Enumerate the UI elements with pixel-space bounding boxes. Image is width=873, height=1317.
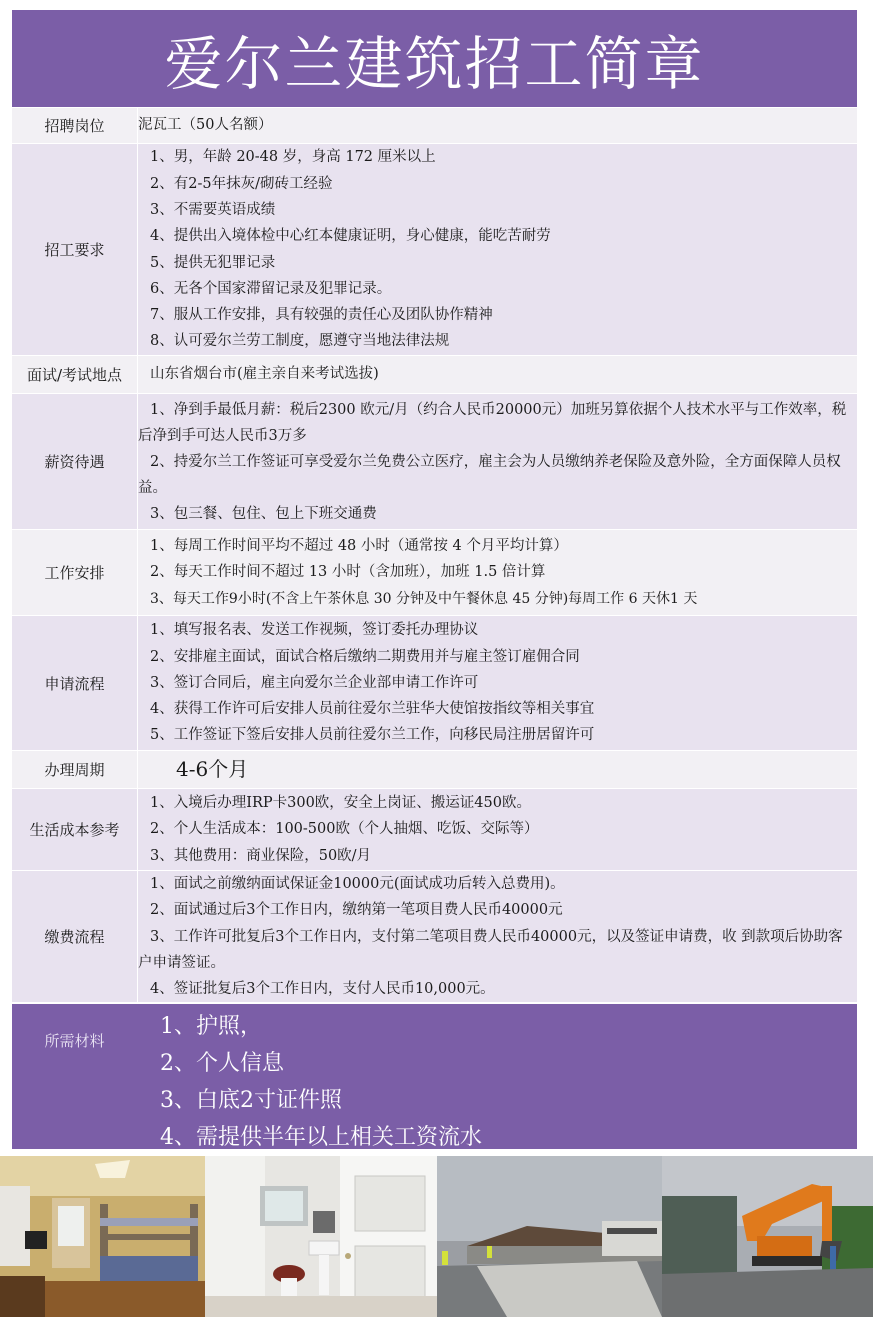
row-line: 3、工作许可批复后3个工作日内，支付第二笔项目费人民币40000元，以及签证申请费，收 到款项后协助客户申请签证。 [138, 928, 843, 971]
row-value [138, 108, 858, 144]
row-label: 面试/考试地点 [12, 356, 138, 394]
row-label: 工作安排 [12, 530, 138, 616]
row-line: 1、面试之前缴纳面试保证金10000元(面试成功后转入总费用)。 [150, 876, 565, 892]
row-line: 2、有2-5年抹灰/砌砖工经验 [150, 175, 333, 192]
list-item: 1、护照， [160, 1013, 262, 1039]
materials-label: 所需材料 [44, 1031, 105, 1050]
row-line: 3、包三餐、包住、包上下班交通费 [150, 505, 377, 522]
row-schedule [12, 530, 857, 616]
list-item: 2、个人信息 [160, 1050, 284, 1076]
list-item: 4、需提供半年以上相关工资流水 [160, 1124, 482, 1150]
materials-list [160, 1008, 482, 1156]
row-period [12, 751, 857, 789]
row-line: 泥瓦工（50人名额） [138, 117, 273, 134]
row-line: 5、工作签证下签后安排人员前往爱尔兰工作，向移民局注册居留许可 [150, 727, 595, 744]
row-line: 5、提供无犯罪记录 [150, 254, 276, 271]
row-label: 生活成本参考 [12, 789, 138, 871]
row-value [138, 751, 858, 789]
row-line: 1、填写报名表、发送工作视频，签订委托办理协议 [150, 622, 479, 639]
excavator-photo [662, 1156, 873, 1317]
bedroom-photo [0, 1156, 205, 1317]
row-label: 招聘岗位 [12, 108, 138, 144]
row-line: 1、男，年龄 20-48 岁，身高 172 厘米以上 [150, 149, 436, 166]
row-payment [12, 871, 857, 1003]
row-line: 2、每天工作时间不超过 13 小时（含加班），加班 1.5 倍计算 [150, 564, 546, 581]
row-line: 8、认可爱尔兰劳工制度，愿遵守当地法律法规 [150, 333, 450, 350]
row-line: 2、持爱尔兰工作签证可享受爱尔兰免费公立医疗，雇主会为人员缴纳养老保险及意外险，全方面保障人员权益。 [138, 453, 841, 496]
poster-title: 爱尔兰建筑招工简章 [12, 10, 857, 107]
row-line: 山东省烟台市(雇主亲自来考试选拔) [150, 366, 379, 383]
row-label: 薪资待遇 [12, 394, 138, 530]
row-value [138, 394, 858, 530]
row-value [138, 356, 858, 394]
row-line: 2、个人生活成本：100-500欧（个人抽烟、吃饭、交际等） [150, 821, 539, 838]
row-line: 6、无各个国家滞留记录及犯罪记录。 [150, 280, 392, 297]
row-line: 7、服从工作安排，具有较强的责任心及团队协作精神 [150, 307, 493, 324]
row-label: 招工要求 [12, 144, 138, 356]
row-line: 4-6个月 [176, 757, 249, 782]
row-location [12, 356, 857, 394]
row-label: 办理周期 [12, 751, 138, 789]
row-line: 4、提供出入境体检中心红本健康证明，身心健康，能吃苦耐劳 [150, 228, 551, 245]
row-line: 3、签订合同后，雇主向爱尔兰企业部申请工作许可 [150, 674, 479, 691]
row-line: 1、每周工作时间平均不超过 48 小时（通常按 4 个月平均计算） [150, 538, 568, 555]
row-line: 1、净到手最低月薪：税后2300 欧元/月（约合人民币20000元）加班另算依据个人技术水平与工作效率，税后净到手可达人民币3万多 [138, 401, 847, 444]
row-value [138, 871, 858, 1003]
list-item: 3、白底2寸证件照 [160, 1087, 342, 1113]
row-label: 缴费流程 [12, 871, 138, 1003]
row-salary [12, 394, 857, 530]
recruitment-poster [12, 10, 857, 1149]
row-line: 4、获得工作许可后安排人员前往爱尔兰驻华大使馆按指纹等相关事宜 [150, 701, 595, 718]
row-line: 3、其他费用：商业保险，50欧/月 [150, 847, 372, 864]
row-position [12, 108, 857, 144]
row-line: 4、签证批复后3个工作日内，支付人民币10,000元。 [150, 980, 495, 997]
row-value [138, 144, 858, 356]
row-line: 3、不需要英语成绩 [150, 201, 276, 218]
site-building-photo [437, 1156, 662, 1317]
row-requirements [12, 144, 857, 356]
row-line: 2、面试通过后3个工作日内，缴纳第一笔项目费人民币40000元 [150, 902, 563, 919]
row-process [12, 616, 857, 751]
materials-section [12, 1004, 857, 1149]
photo-strip [0, 1156, 873, 1317]
row-label: 申请流程 [12, 616, 138, 751]
row-value [138, 530, 858, 616]
row-line: 2、安排雇主面试，面试合格后缴纳二期费用并与雇主签订雇佣合同 [150, 648, 580, 665]
row-value [138, 789, 858, 871]
bathroom-photo [205, 1156, 437, 1317]
row-line: 1、入境后办理IRP卡300欧，安全上岗证、搬运证450欧。 [150, 795, 531, 812]
row-living-cost [12, 789, 857, 871]
info-table [12, 107, 857, 1003]
row-line: 3、每天工作9小时(不含上午茶休息 30 分钟及中午餐休息 45 分钟)每周工作 6 天休1 天 [150, 590, 698, 607]
row-value [138, 616, 858, 751]
